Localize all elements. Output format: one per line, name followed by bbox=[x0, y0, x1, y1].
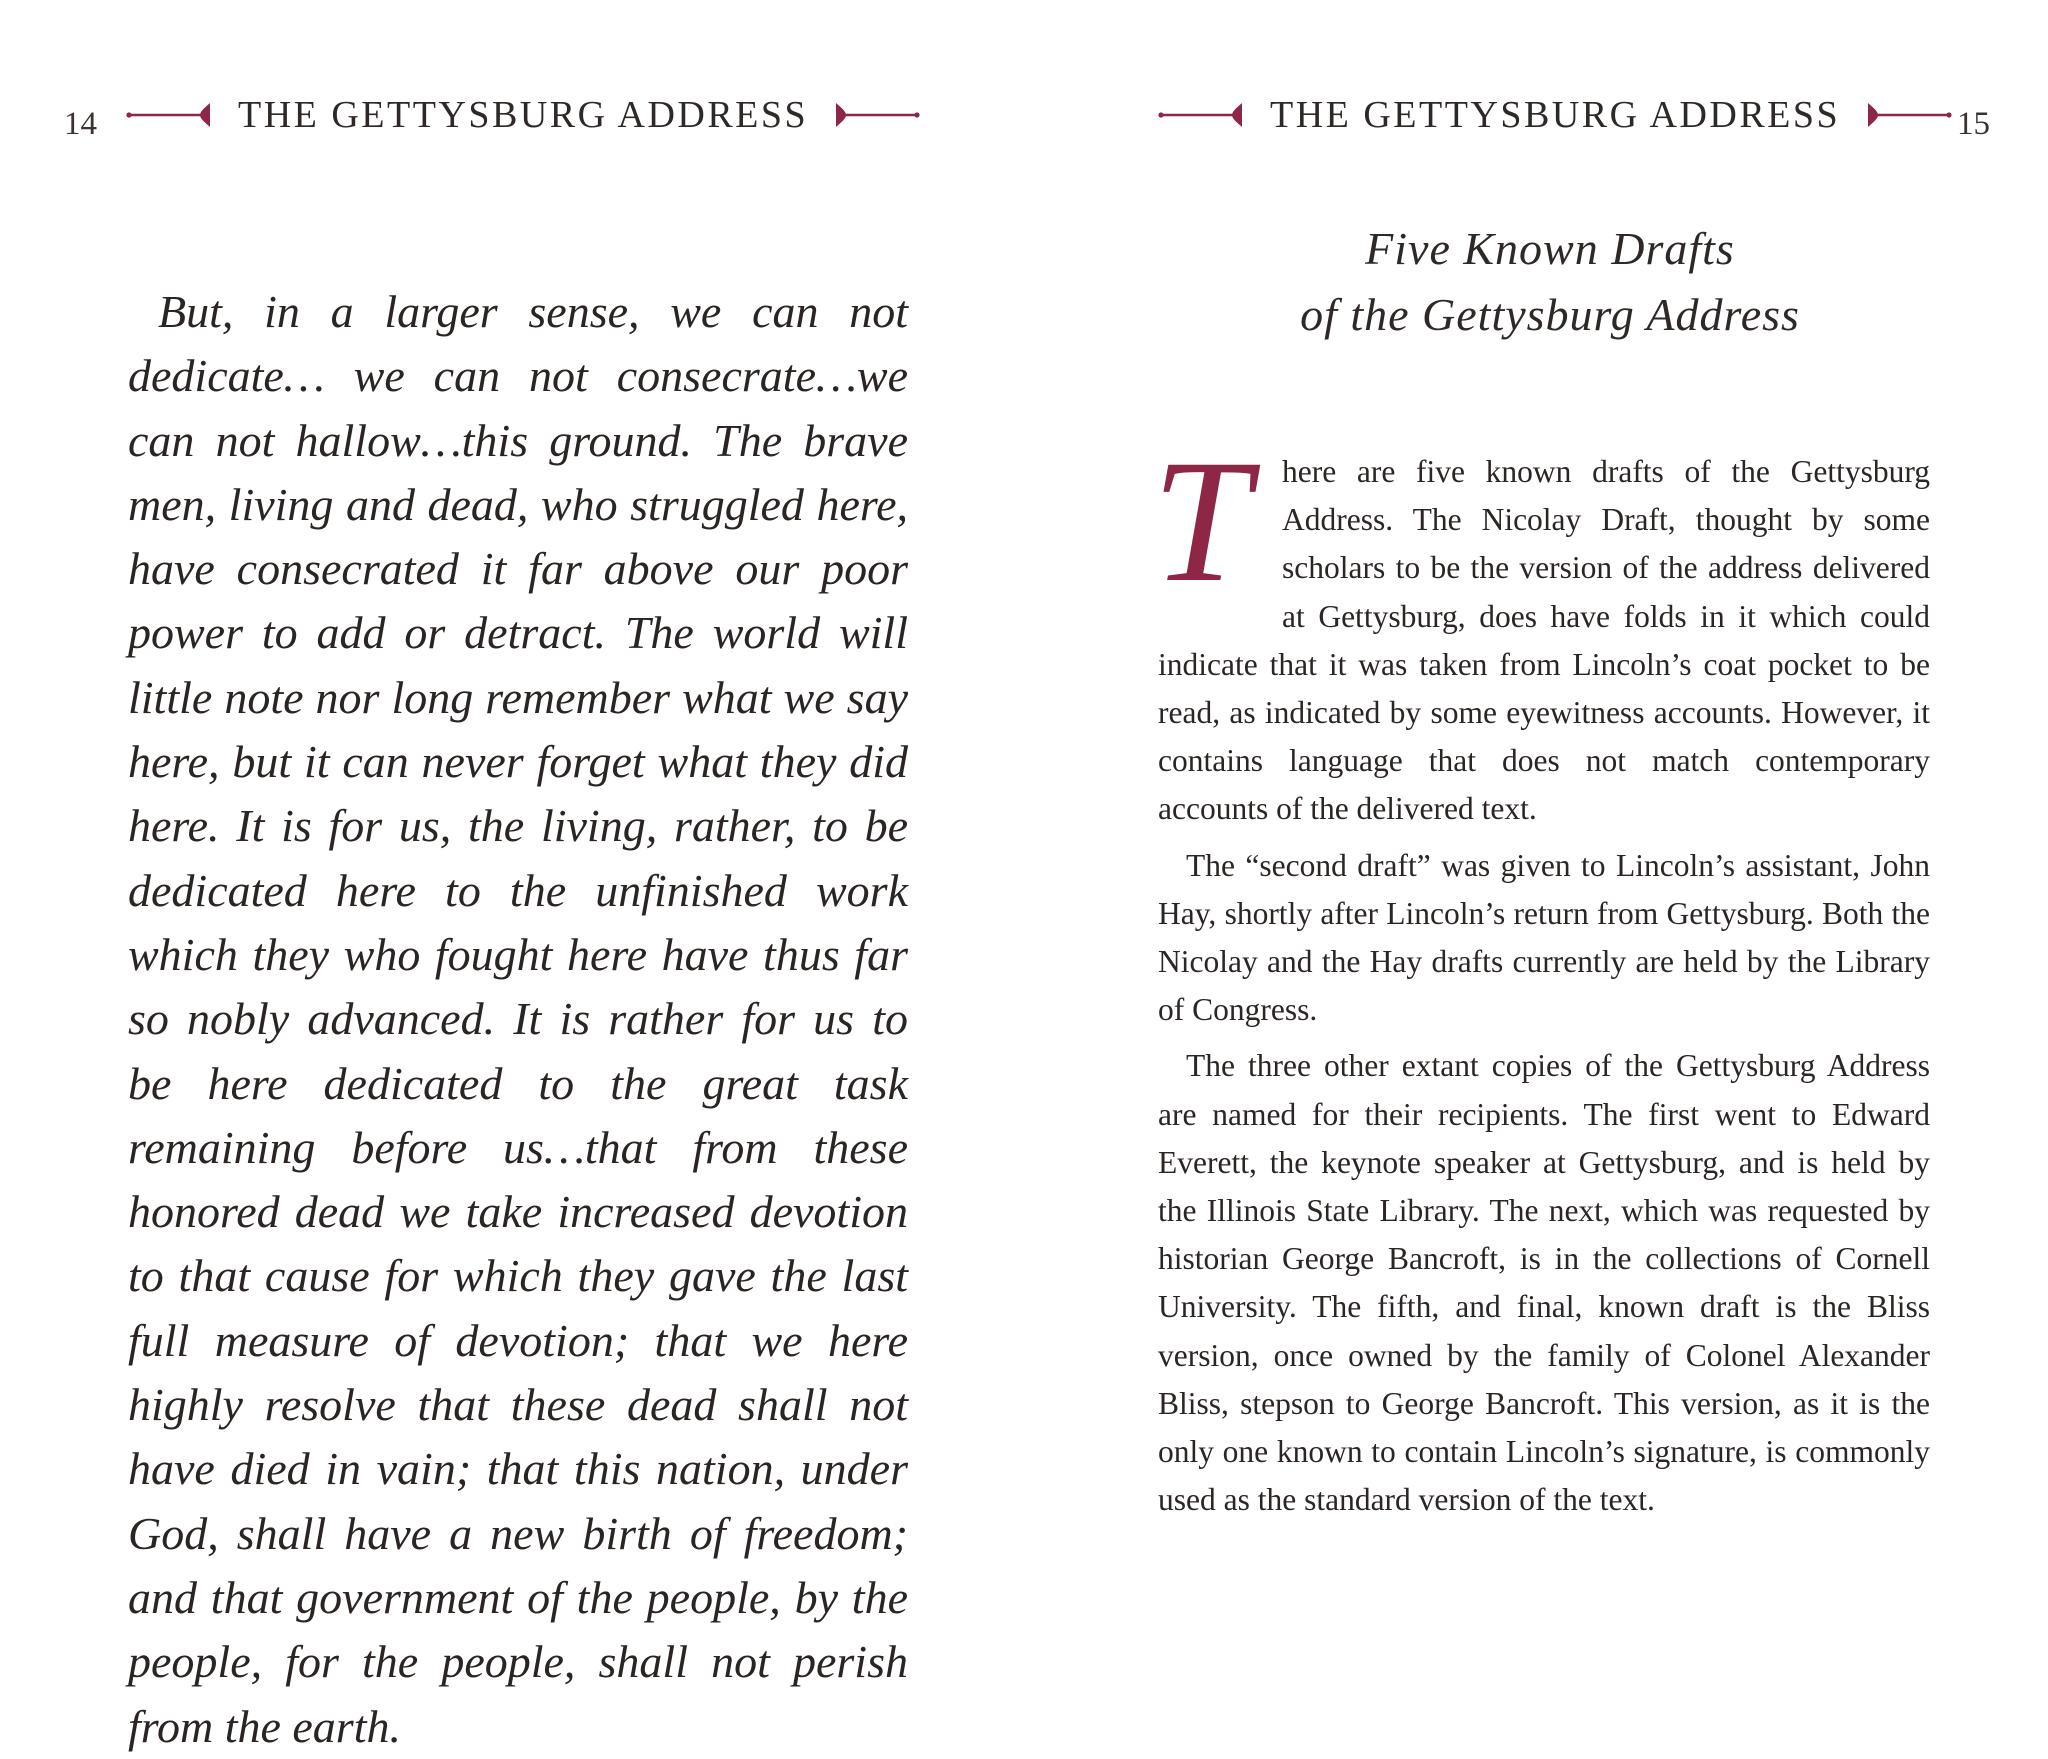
paragraph-1 bbox=[1152, 424, 1930, 834]
running-head-title: THE GETTYSBURG ADDRESS bbox=[238, 94, 809, 136]
gettysburg-address-excerpt: But, in a larger sense, we can not dedicate… we can not consecrate…we can not hallow…this ground. The brave men, living and dead, who struggled here, have consecrated it far above our poor power to add or detract. The world will little note nor long remember what we say here, but it can never forget what they did here. It is for us, the living, rather, to be dedicated here to the unfinished work which they who fought here have thus far so nobly advanced. It is rather for us to be here dedicated to the great task remaining before us…that from these honored dead we take increased devotion to that cause for which they gave the last full measure of devotion; that we here highly resolve that these dead shall not have died in vain; that this nation, under God, shall have a new birth of freedom; and that government of the people, by the people, for the people, shall not perish from the earth. bbox=[128, 286, 908, 1752]
bracket-ornament-right-icon bbox=[1866, 100, 1952, 130]
paragraph-1-text: here are five known drafts of the Gettysburg Address. The Nicolay Draft, thought by some scholars to be the version of the address delivered at Gettysburg, does have folds in it which could indicate that it was taken from Lincoln’s coat pocket to be read, as indicated by some eyewitness accounts. However, it contains language that does not match contemporary accounts of the delivered text. bbox=[1158, 454, 1930, 827]
section-title-line-2: of the Gettysburg Address bbox=[1300, 289, 1800, 340]
running-head bbox=[126, 90, 920, 140]
bracket-ornament-left-icon bbox=[126, 100, 212, 130]
bracket-ornament-right-icon bbox=[834, 100, 920, 130]
drop-cap: T bbox=[1152, 424, 1250, 619]
paragraph-2: The “second draft” was given to Lincoln’s assistant, John Hay, shortly after Lincoln’s return from Gettysburg. Both the Nicolay and the Hay drafts currently are held by the Library of Congress. bbox=[1158, 847, 1930, 1028]
page-number: 14 bbox=[64, 106, 97, 142]
section-title-line-1: Five Known Drafts bbox=[1365, 223, 1735, 274]
bracket-ornament-left-icon bbox=[1158, 100, 1244, 130]
drafts-article bbox=[1152, 424, 1930, 1524]
running-head bbox=[1158, 90, 1952, 140]
left-page bbox=[0, 0, 1024, 1752]
running-head-title: THE GETTYSBURG ADDRESS bbox=[1270, 94, 1841, 136]
page-number: 15 bbox=[1957, 106, 1990, 142]
paragraph-3: The three other extant copies of the Gettysburg Address are named for their recipients. The first went to Edward Everett, the keynote speaker at Gettysburg, and is held by the Illinois State Library. The next, which was requested by historian George Bancroft, is in the collections of Cornell University. The fifth, and final, known draft is the Bliss version, once owned by the family of Colonel Alexander Bliss, stepson to George Bancroft. This version, as it is the only one known to contain Lincoln’s signature, is commonly used as the standard version of the text. bbox=[1158, 1048, 1930, 1518]
section-title bbox=[1150, 216, 1950, 348]
